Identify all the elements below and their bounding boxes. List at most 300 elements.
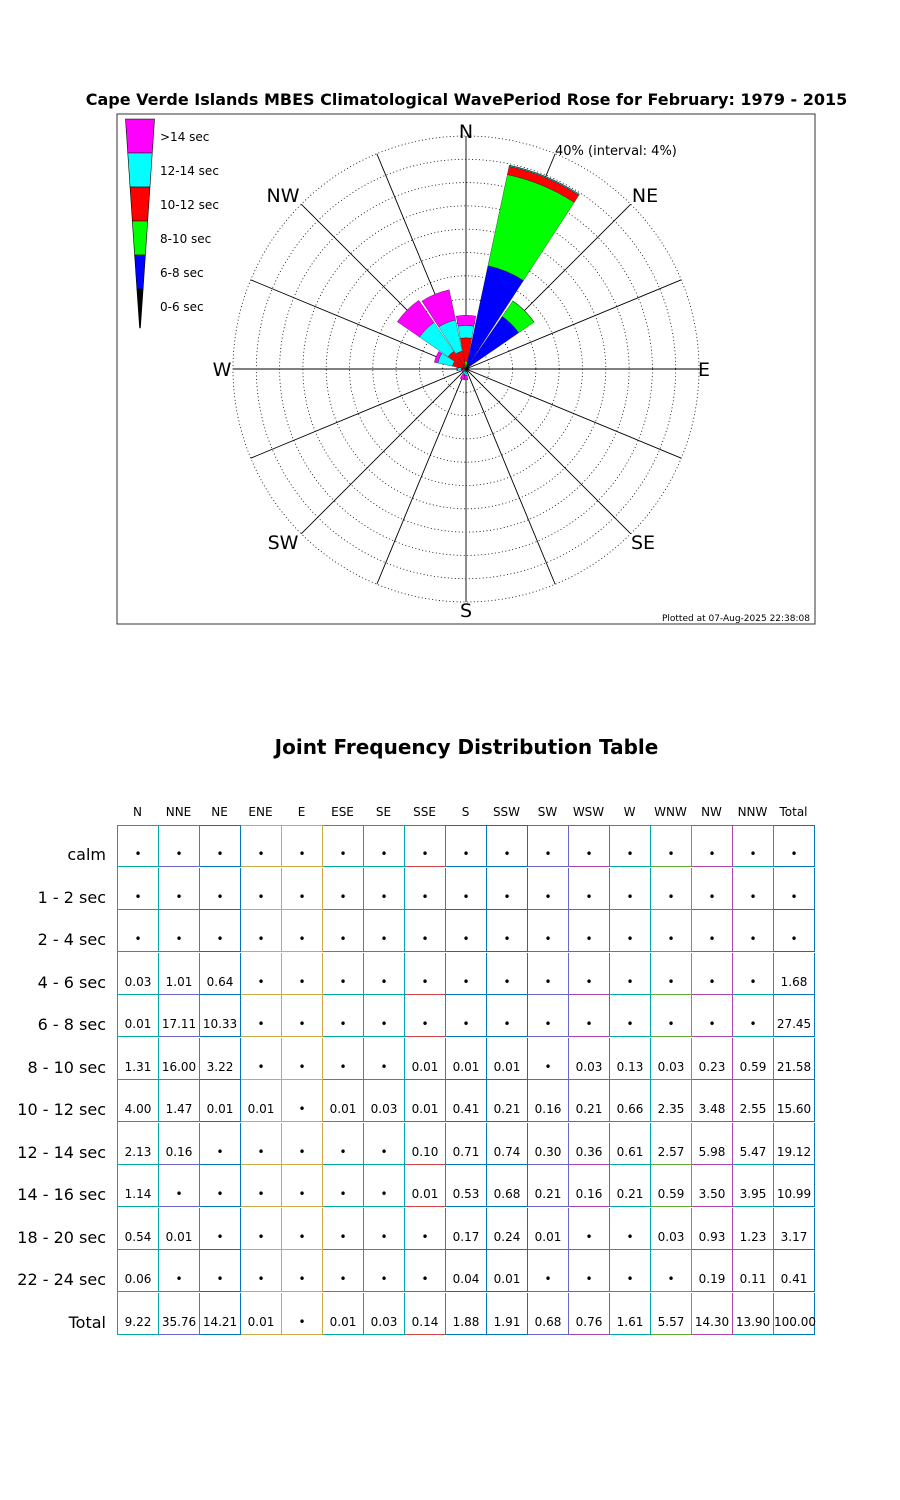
table-cell [733, 1123, 774, 1165]
table-cell [733, 1165, 774, 1207]
table-cell [569, 825, 610, 867]
table-cell-value: 0.03 [370, 1314, 398, 1329]
table-cell-value: 27.45 [776, 1017, 812, 1031]
table-cell-value: 5.98 [698, 1144, 726, 1159]
column-header-ene: ENE [248, 805, 273, 819]
table-cell-value: 10.99 [776, 1187, 812, 1201]
table-cell-value: 0.01 [411, 1187, 439, 1201]
table-cell-value: 21.58 [776, 1059, 812, 1074]
table-cell-value: 5.57 [657, 1314, 685, 1329]
table-cell [610, 1293, 651, 1335]
table-cell [692, 1208, 733, 1250]
table-cell-value: • [216, 1187, 224, 1201]
table-cell-value: • [298, 1187, 306, 1201]
table-cell [323, 1123, 364, 1165]
table-title: Joint Frequency Distribution Table [274, 735, 659, 759]
direction-label-n: N [458, 121, 474, 143]
direction-label-w: W [212, 359, 232, 381]
table-cell-value: 1.61 [616, 1314, 644, 1329]
table-cell [241, 868, 282, 910]
table-cell-value: • [667, 974, 675, 989]
column-header-se: SE [375, 805, 392, 819]
column-header-nnw: NNW [737, 805, 768, 819]
table-cell [774, 1165, 815, 1207]
table-cell-value: • [134, 932, 142, 946]
table-cell-value: 4.00 [124, 1102, 152, 1116]
table-cell [528, 1250, 569, 1292]
column-header-nne: NNE [165, 805, 192, 819]
table-cell-value: 0.03 [657, 1229, 685, 1244]
table-cell-value: 0.06 [124, 1272, 152, 1286]
table-cell-value: • [626, 1017, 634, 1031]
column-header-s: S [461, 805, 470, 819]
table-cell-value: • [462, 974, 470, 989]
legend-swatch-2 [130, 187, 150, 221]
row-header: 2 - 4 sec [37, 930, 106, 949]
table-cell [692, 1123, 733, 1165]
table-cell [569, 1208, 610, 1250]
table-cell-value: 0.68 [534, 1314, 562, 1329]
table-cell-value: 0.17 [452, 1229, 480, 1244]
table-cell-value: • [626, 1272, 634, 1286]
table-cell-value: • [790, 932, 798, 946]
table-cell-value: • [339, 1059, 347, 1074]
table-cell [487, 1208, 528, 1250]
table-cell [364, 1038, 405, 1080]
interval-label: 40% (interval: 4%) [555, 144, 677, 159]
table-cell-value: • [626, 847, 634, 861]
table-cell-value: 0.01 [411, 1059, 439, 1074]
table-cell [241, 1123, 282, 1165]
table-cell [282, 953, 323, 995]
table-cell-value: • [339, 847, 347, 861]
sector-n-bin-4 [458, 325, 474, 338]
table-cell [241, 1250, 282, 1292]
table-cell [528, 1165, 569, 1207]
row-header: 4 - 6 sec [37, 972, 106, 992]
table-cell-value: • [175, 847, 183, 861]
table-cell-value: • [421, 974, 429, 989]
table-cell-value: 0.36 [575, 1144, 603, 1159]
table-cell-value: • [626, 889, 634, 904]
table-cell-value: • [544, 1017, 552, 1031]
column-header-ssw: SSW [492, 805, 521, 819]
table-cell [200, 1123, 241, 1165]
table-cell-value: 3.95 [739, 1187, 767, 1201]
table-cell-value: • [544, 847, 552, 861]
table-cell [774, 1080, 815, 1122]
table-cell [487, 995, 528, 1037]
direction-label-sw: SW [267, 532, 299, 554]
sector-n-bin-5 [456, 315, 476, 326]
table-cell-value: 0.03 [657, 1059, 685, 1074]
table-cell [487, 953, 528, 995]
table-cell [323, 825, 364, 867]
table-cell-value: 100.00 [774, 1314, 816, 1329]
table-cell [692, 1165, 733, 1207]
table-cell [528, 910, 569, 952]
column-header-ne: NE [211, 805, 228, 819]
table-cell-value: • [585, 974, 593, 989]
table-cell [446, 1293, 487, 1335]
table-cell [692, 1080, 733, 1122]
table-cell-value: 0.30 [534, 1144, 562, 1159]
direction-label-ne: NE [631, 185, 659, 207]
table-cell-value: 2.13 [124, 1144, 152, 1159]
table-cell-value: 1.31 [124, 1059, 152, 1074]
table-cell [282, 1038, 323, 1080]
table-cell-value: 1.47 [165, 1102, 193, 1116]
table-cell-value: 13.90 [735, 1314, 771, 1329]
table-cell-value: • [380, 974, 388, 989]
table-cell-value: • [667, 932, 675, 946]
table-cell-value: 0.21 [534, 1187, 562, 1201]
table-cell-value: • [216, 1229, 224, 1244]
table-cell [569, 1293, 610, 1335]
table-cell [446, 1038, 487, 1080]
table-cell-value: • [257, 932, 265, 946]
table-cell [364, 1250, 405, 1292]
table-cell [118, 1250, 159, 1292]
table-cell-value: 15.60 [776, 1102, 812, 1116]
table-cell [446, 1250, 487, 1292]
table-cell-value: • [298, 1059, 306, 1074]
table-cell [446, 1123, 487, 1165]
table-cell-value: • [421, 932, 429, 946]
table-cell [733, 953, 774, 995]
table-cell [651, 1123, 692, 1165]
table-cell-value: • [585, 1017, 593, 1031]
table-cell-value: • [749, 847, 757, 861]
table-cell-value: • [503, 1017, 511, 1031]
table-cell [774, 1038, 815, 1080]
table-cell [487, 1165, 528, 1207]
table-cell-value: 2.55 [739, 1102, 767, 1116]
table-cell-value: • [585, 847, 593, 861]
table-cell [569, 868, 610, 910]
table-cell [241, 825, 282, 867]
rose-legend [126, 119, 219, 328]
table-cell [159, 953, 200, 995]
table-cell-value: 0.16 [534, 1102, 562, 1116]
table-cell [200, 1165, 241, 1207]
table-cell-value: 0.03 [124, 974, 152, 989]
table-cell-value: 0.93 [698, 1229, 726, 1244]
table-cell [774, 953, 815, 995]
table-cell-value: • [708, 932, 716, 946]
table-cell [364, 1293, 405, 1335]
table-cell [651, 1038, 692, 1080]
table-cell-value: 0.01 [493, 1272, 521, 1286]
table-cell [651, 1080, 692, 1122]
table-cell [487, 1038, 528, 1080]
table-cell [323, 953, 364, 995]
sector-w-bin-5 [457, 367, 458, 370]
table-cell-value: • [626, 932, 634, 946]
table-cell-value: • [298, 1314, 306, 1329]
table-cell-value: • [216, 1144, 224, 1159]
table-cell [405, 953, 446, 995]
table-cell-value: 14.30 [694, 1314, 730, 1329]
table-cell [200, 995, 241, 1037]
table-cell [405, 1080, 446, 1122]
table-cell [774, 1123, 815, 1165]
table-cell-value: 0.16 [575, 1187, 603, 1201]
table-cell [200, 953, 241, 995]
table-cell [241, 910, 282, 952]
table-cell-value: • [421, 847, 429, 861]
legend-swatch-3 [132, 221, 147, 255]
legend-swatch-4 [135, 255, 146, 289]
table-cell-value: • [749, 889, 757, 904]
table-cell [118, 1165, 159, 1207]
table-cell-value: 0.01 [329, 1102, 357, 1116]
table-cell-value: 0.53 [452, 1187, 480, 1201]
table-cell [364, 995, 405, 1037]
table-cell [200, 1208, 241, 1250]
table-cell-value: 0.59 [739, 1059, 767, 1074]
table-cell-value: 0.68 [493, 1187, 521, 1201]
table-cell [159, 910, 200, 952]
table-cell [159, 1208, 200, 1250]
table-cell-value: 0.64 [206, 974, 234, 989]
table-cell [651, 868, 692, 910]
table-cell-value: 19.12 [776, 1144, 812, 1159]
table-cell-value: 0.24 [493, 1229, 521, 1244]
table-cell-value: 3.22 [206, 1059, 234, 1074]
column-header-e: E [297, 805, 306, 819]
column-header-wsw: WSW [572, 805, 605, 819]
table-cell-value: • [708, 847, 716, 861]
table-cell [200, 1250, 241, 1292]
table-cell-value: 0.01 [452, 1059, 480, 1074]
table-cell-value: • [380, 1229, 388, 1244]
table-cell-value: • [421, 889, 429, 904]
table-cell-value: • [626, 1229, 634, 1244]
table-cell-value: • [380, 1187, 388, 1201]
table-cell-value: • [503, 932, 511, 946]
table-cell-value: 0.54 [124, 1229, 152, 1244]
table-cell [241, 1165, 282, 1207]
table-cell-value: 16.00 [161, 1059, 197, 1074]
table-cell [733, 825, 774, 867]
table-cell [528, 1038, 569, 1080]
table-cell-value: • [421, 1229, 429, 1244]
table-cell [364, 1123, 405, 1165]
table-cell [487, 1123, 528, 1165]
table-cell [118, 995, 159, 1037]
row-header: calm [67, 845, 106, 864]
table-cell [241, 1208, 282, 1250]
table-cell-value: • [667, 889, 675, 904]
table-cell [692, 1293, 733, 1335]
table-cell-value: 0.01 [247, 1314, 275, 1329]
table-cell [323, 1038, 364, 1080]
table-cell-value: 0.23 [698, 1059, 726, 1074]
table-cell-value: • [175, 932, 183, 946]
column-header-sse: SSE [413, 805, 436, 819]
table-cell-value: 0.41 [780, 1272, 808, 1286]
table-cell [610, 995, 651, 1037]
table-cell-value: 3.50 [698, 1187, 726, 1201]
table-cell-value: • [298, 1272, 306, 1286]
column-header-wnw: WNW [654, 805, 687, 819]
table-cell [323, 1080, 364, 1122]
table-cell-value: 9.22 [124, 1314, 152, 1329]
table-cell-value: 0.01 [411, 1102, 439, 1116]
direction-label-e: E [697, 359, 711, 381]
direction-label-se: SE [630, 532, 656, 554]
table-cell-value: 35.76 [161, 1314, 197, 1329]
table-cell [692, 825, 733, 867]
table-cell [282, 1165, 323, 1207]
table-cell [610, 1123, 651, 1165]
grid-spoke [301, 369, 466, 534]
table-cell [364, 868, 405, 910]
table-cell [692, 910, 733, 952]
table-cell-value: 17.11 [161, 1017, 197, 1031]
table-cell [446, 1080, 487, 1122]
table-cell [569, 1250, 610, 1292]
row-header: 14 - 16 sec [17, 1185, 106, 1204]
table-cell [282, 910, 323, 952]
table-cell [200, 1293, 241, 1335]
table-cell [446, 868, 487, 910]
table-cell [487, 1080, 528, 1122]
table-cell-value: • [339, 1272, 347, 1286]
table-cell-value: • [544, 1272, 552, 1286]
table-cell [282, 995, 323, 1037]
table-cell [446, 1208, 487, 1250]
table-cell [774, 1293, 815, 1335]
table-cell [118, 868, 159, 910]
legend-label-0: >14 sec [160, 130, 210, 144]
table-cell [446, 825, 487, 867]
table-cell-value: 0.03 [575, 1059, 603, 1074]
table-cell-value: • [257, 1144, 265, 1159]
table-cell-value: 1.01 [165, 974, 193, 989]
table-cell [159, 995, 200, 1037]
table-cell [692, 953, 733, 995]
grid-spoke [466, 369, 631, 534]
table-cell-value: • [298, 1102, 306, 1116]
table-cell-value: • [298, 932, 306, 946]
table-cell-value: • [585, 1229, 593, 1244]
table-cell [364, 953, 405, 995]
table-cell [774, 1250, 815, 1292]
table-cell-value: 0.14 [411, 1314, 439, 1329]
table-cell-value: • [544, 974, 552, 989]
table-cell [610, 1165, 651, 1207]
table-cell-value: • [298, 889, 306, 904]
table-cell-value: • [585, 889, 593, 904]
table-cell [569, 1080, 610, 1122]
table-cell [282, 1293, 323, 1335]
table-cell-value: • [298, 974, 306, 989]
table-cell [610, 910, 651, 952]
table-cell [118, 1123, 159, 1165]
table-cell [323, 868, 364, 910]
table-cell [569, 1123, 610, 1165]
table-cell-value: • [216, 847, 224, 861]
table-cell-value: • [175, 1272, 183, 1286]
table-cell-value: • [503, 889, 511, 904]
column-header-w: W [623, 805, 636, 819]
table-cell-value: 0.11 [739, 1272, 767, 1286]
table-cell [241, 953, 282, 995]
table-cell [118, 1208, 159, 1250]
table-cell [774, 825, 815, 867]
table-cell [487, 910, 528, 952]
table-cell [569, 953, 610, 995]
grid-spoke [466, 369, 555, 584]
table-cell-value: 0.59 [657, 1187, 685, 1201]
table-cell-value: 2.35 [657, 1102, 685, 1116]
legend-swatch-1 [128, 153, 152, 187]
table-cell-value: 0.13 [616, 1059, 644, 1074]
table-cell-value: 0.01 [247, 1102, 275, 1116]
table-cell [651, 910, 692, 952]
table-cell-value: 3.17 [780, 1229, 808, 1244]
table-cell [610, 1250, 651, 1292]
table-cell [692, 995, 733, 1037]
rose-title: Cape Verde Islands MBES Climatological WavePeriod Rose for February: 1979 - 2015 [85, 90, 848, 109]
table-cell [528, 1293, 569, 1335]
table-cell-value: • [462, 889, 470, 904]
table-cell-value: • [749, 932, 757, 946]
table-cell-value: 0.41 [452, 1102, 480, 1116]
table-cell [118, 1038, 159, 1080]
table-cell [692, 868, 733, 910]
table-cell-value: • [380, 889, 388, 904]
table-cell [364, 1080, 405, 1122]
table-cell-value: 0.10 [411, 1144, 439, 1159]
table-cell [159, 1080, 200, 1122]
table-cell [364, 825, 405, 867]
row-header: 1 - 2 sec [37, 887, 106, 907]
table-cell-value: 0.19 [698, 1272, 726, 1286]
table-cell [446, 995, 487, 1037]
table-cell-value: • [503, 974, 511, 989]
table-cell-value: 1.23 [739, 1229, 767, 1244]
table-cell [364, 1208, 405, 1250]
table-cell [323, 910, 364, 952]
wave-period-rose [0, 0, 900, 640]
table-cell [651, 1293, 692, 1335]
table-cell-value: • [216, 932, 224, 946]
table-cell-value: • [462, 847, 470, 861]
table-cell [528, 1080, 569, 1122]
table-cell [651, 1208, 692, 1250]
table-cell-value: • [503, 847, 511, 861]
table-cell-value: 0.21 [616, 1187, 644, 1201]
table-cell [774, 868, 815, 910]
table-cell [323, 1208, 364, 1250]
table-cell [610, 825, 651, 867]
table-cell [651, 1250, 692, 1292]
legend-label-1: 12-14 sec [160, 164, 219, 178]
table-cell-value: • [667, 1017, 675, 1031]
table-cell [528, 953, 569, 995]
table-cell [405, 1208, 446, 1250]
table-cell [651, 995, 692, 1037]
table-cell [159, 1038, 200, 1080]
table-cell-value: 0.66 [616, 1102, 644, 1116]
table-cell [405, 1123, 446, 1165]
table-cell [610, 868, 651, 910]
direction-label-s: S [459, 600, 473, 622]
table-cell [774, 1208, 815, 1250]
